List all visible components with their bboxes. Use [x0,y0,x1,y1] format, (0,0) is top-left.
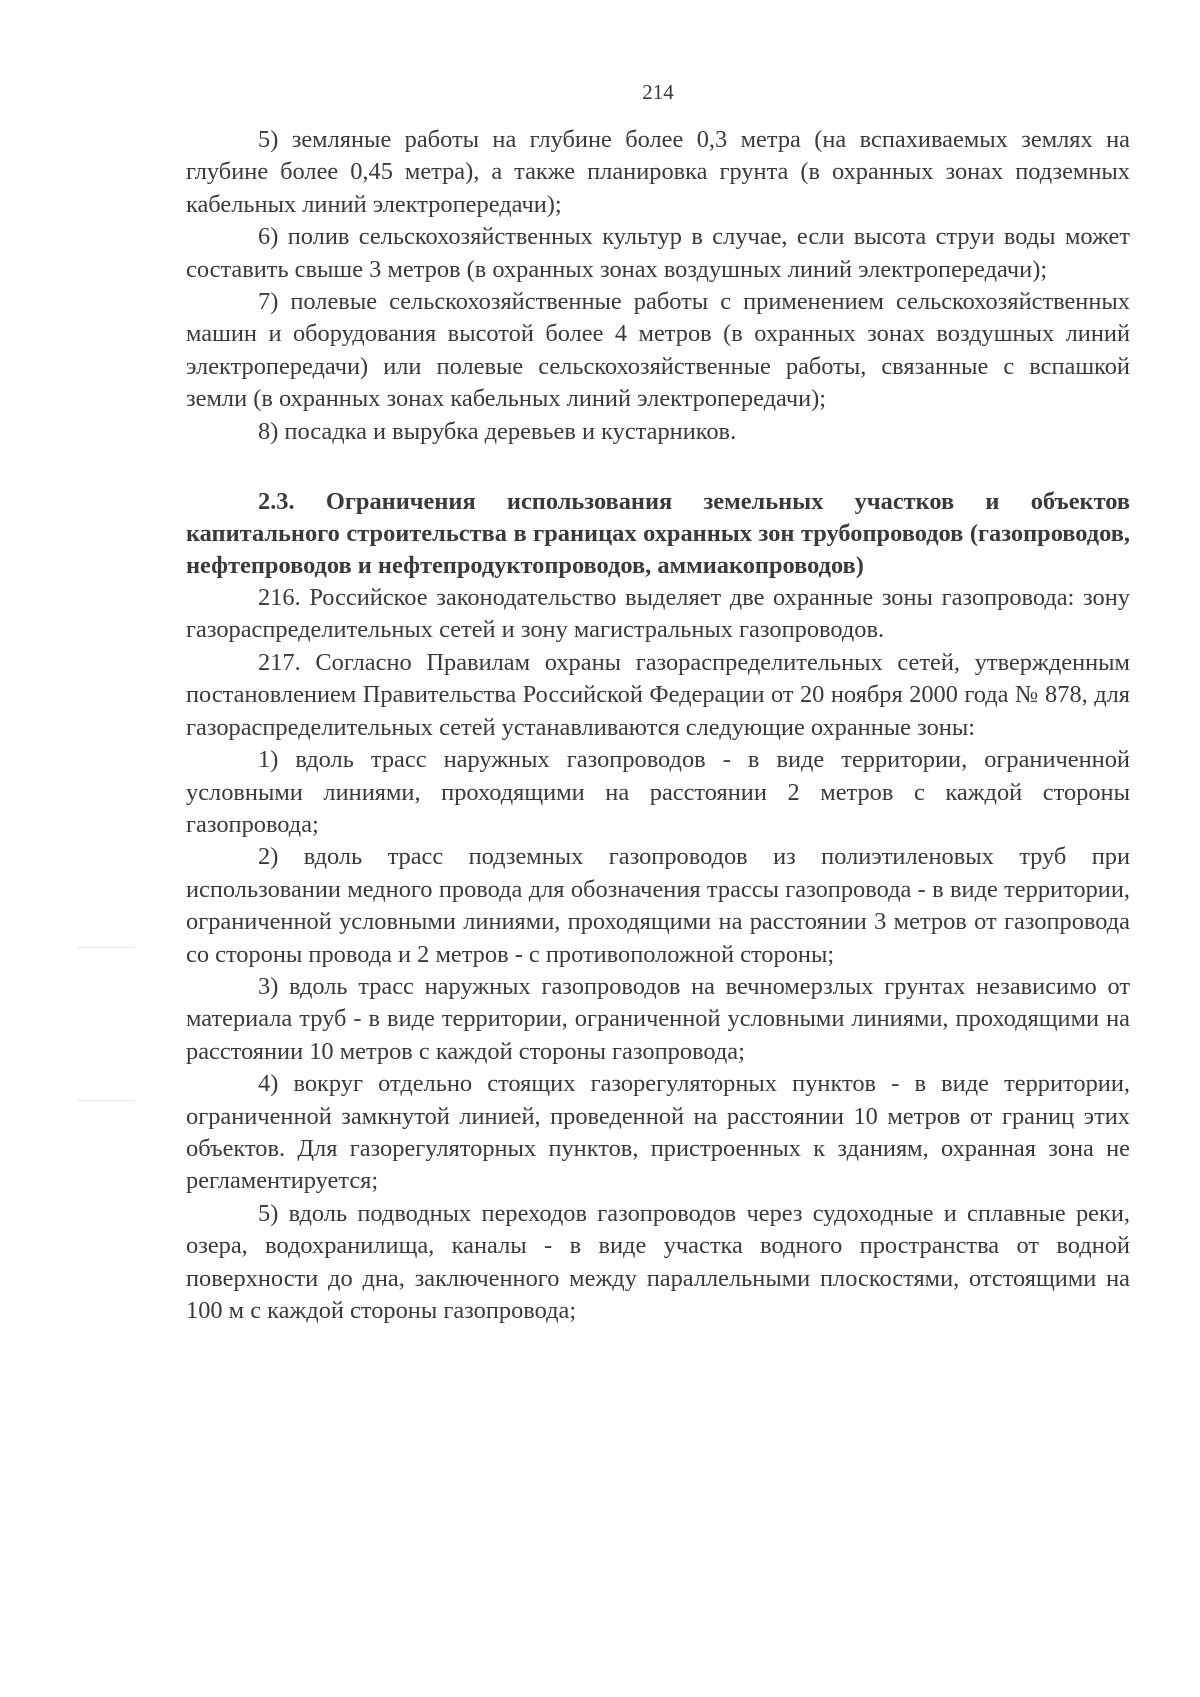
list-item: 8) посадка и вырубка деревьев и кустарников. [258,417,737,445]
list-item: 1) вдоль трасс наружных газопроводов - в виде территории, ограниченной условными линиями, проходящими на расстоянии 2 метров с каждой стороны газопровода; [186,746,1130,838]
list-item: 3) вдоль трасс наружных газопроводов на вечномерзлых грунтах независимо от материала труб - в виде территории, ограниченной условными линиями, проходящими на расстоянии 10 метров с каждой стороны газопровода; [186,972,1130,1065]
list-item: 2) вдоль трасс подземных газопроводов из полиэтиленовых труб при использовании медного провода для обозначения трассы газопровода - в виде территории, ограниченной условными линиями, проходящими на расстоянии 3 метров от газопровода со стороны провода и 2 метров - с противоположной стороны; [186,843,1130,968]
scan-artifact-line [78,1100,134,1101]
page-number: 214 [642,80,674,104]
document-body [186,124,1130,1327]
list-item: 5) земляные работы на глубине более 0,3 метра (на вспахиваемых землях на глубине более 0,45 метра), а также планировка грунта (в охранных зонах подземных кабельных линий электропередачи); [186,126,1130,218]
paragraph: 217. Согласно Правилам охраны газораспределительных сетей, утвержденным постановлением Правительства Российской Федерации от 20 ноября 2000 года № 878, для газораспределительных сетей устанавливаются следующие охранные зоны: [186,648,1130,741]
list-item: 5) вдоль подводных переходов газопроводов через судоходные и сплавные реки, озера, водохранилища, каналы - в виде участка водного пространства от водной поверхности до дна, заключенного между параллельными плоскостями, отстоящими на 100 м с каждой стороны газопровода; [186,1199,1130,1324]
list-item: 7) полевые сельскохозяйственные работы с применением сельскохозяйственных машин и оборудования высотой более 4 метров (в охранных зонах воздушных линий электропередачи) или полевые сельскохозяйственные работы, связанные с вспашкой земли (в охранных зонах кабельных линий электропередачи); [186,288,1130,413]
list-item: 6) полив сельскохозяйственных культур в случае, если высота струи воды может составить свыше 3 метров (в охранных зонах воздушных линий электропередачи); [186,223,1130,283]
scan-artifact-line [78,947,134,948]
paragraph: 216. Российское законодательство выделяет две охранные зоны газопровода: зону газораспределительных сетей и зону магистральных газопроводов. [186,584,1130,644]
list-item: 4) вокруг отдельно стоящих газорегуляторных пунктов - в виде территории, ограниченной замкнутой линией, проведенной на расстоянии 10 метров от границ этих объектов. Для газорегуляторных пунктов, пристроенных к зданиям, охранная зона не регламентируется; [186,1070,1130,1195]
section-heading: 2.3. Ограничения использования земельных участков и объектов капитального строительства в границах охранных зон трубопроводов (газопроводов, нефтепроводов и нефтепродуктопроводов, аммиакопроводов) [186,488,1130,580]
